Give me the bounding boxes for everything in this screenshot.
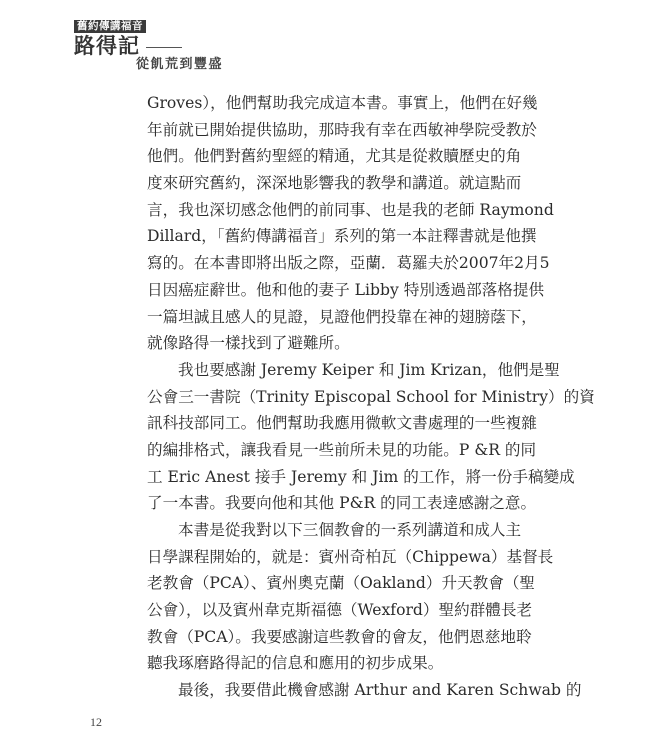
text-line: 年前就已開始提供協助，那時我有幸在西敏神學院受教於 bbox=[147, 120, 537, 139]
body-text bbox=[147, 90, 595, 704]
text-line: 工 Eric Anest 接手 Jeremy 和 Jim 的工作，將一份手稿變成 bbox=[147, 467, 575, 486]
text-line: 就像路得一樣找到了避難所。 bbox=[147, 334, 350, 353]
text-line: 公會），以及賓州韋克斯福德（Wexford）聖約群體長老 bbox=[147, 601, 533, 620]
series-tag: 舊約傳講福音 bbox=[74, 20, 146, 33]
text-line: 日因癌症辭世。他和他的妻子 Libby 特別透過部落格提供 bbox=[147, 280, 545, 299]
paragraph-start-line: 本書是從我對以下三個教會的一系列講道和成人主 bbox=[178, 521, 522, 539]
text-line: 言，我也深切感念他們的前同事、也是我的老師 Raymond bbox=[147, 200, 554, 219]
paragraph-start-line: 最後，我要借此機會感謝 Arthur and Karen Schwab 的 bbox=[178, 681, 582, 700]
text-line: 教會（PCA）。我要感謝這些教會的會友，他們恩慈地聆 bbox=[147, 627, 532, 646]
text-line: 他們。他們對舊約聖經的精通，尤其是從救贖歷史的角 bbox=[147, 147, 522, 166]
title-dash-divider bbox=[146, 47, 182, 48]
book-title: 路得記 bbox=[74, 33, 140, 58]
text-line: 了一本書。我要向他和其他 P&R 的同工表達感謝之意。 bbox=[147, 494, 537, 513]
text-line: 日學課程開始的，就是：賓州奇柏瓦（Chippewa）基督長 bbox=[147, 547, 554, 566]
text-line: 訊科技部同工。他們幫助我應用微軟文書處理的一些複雜 bbox=[147, 414, 537, 433]
text-line: 一篇坦誠且感人的見證，見證他們投靠在神的翅膀蔭下， bbox=[147, 307, 537, 326]
text-line: 老教會（PCA）、賓州奧克蘭（Oakland）升天教會（聖 bbox=[147, 574, 536, 593]
text-line: Groves），他們幫助我完成這本書。事實上，他們在好幾 bbox=[147, 94, 538, 112]
text-line: 聽我琢磨路得記的信息和應用的初步成果。 bbox=[147, 654, 444, 673]
text-line: Dillard，「舊約傳講福音」系列的第一本註釋書就是他撰 bbox=[147, 227, 537, 246]
page-number: 12 bbox=[90, 715, 102, 729]
paragraph-start-line: 我也要感謝 Jeremy Keiper 和 Jim Krizan，他們是聖 bbox=[178, 360, 560, 379]
text-line: 寫的。在本書即將出版之際，亞蘭．葛羅夫於2007年2月5 bbox=[147, 254, 550, 273]
book-subtitle: 從飢荒到豐盛 bbox=[136, 57, 224, 72]
book-title-row bbox=[74, 35, 182, 57]
text-line: 度來研究舊約，深深地影響我的教學和講道。就這點而 bbox=[147, 174, 522, 193]
text-line: 公會三一書院（Trinity Episcopal School for Ministry）的資 bbox=[147, 387, 595, 406]
text-line: 的編排格式，讓我看見一些前所未見的功能。P &R 的同 bbox=[147, 440, 537, 459]
